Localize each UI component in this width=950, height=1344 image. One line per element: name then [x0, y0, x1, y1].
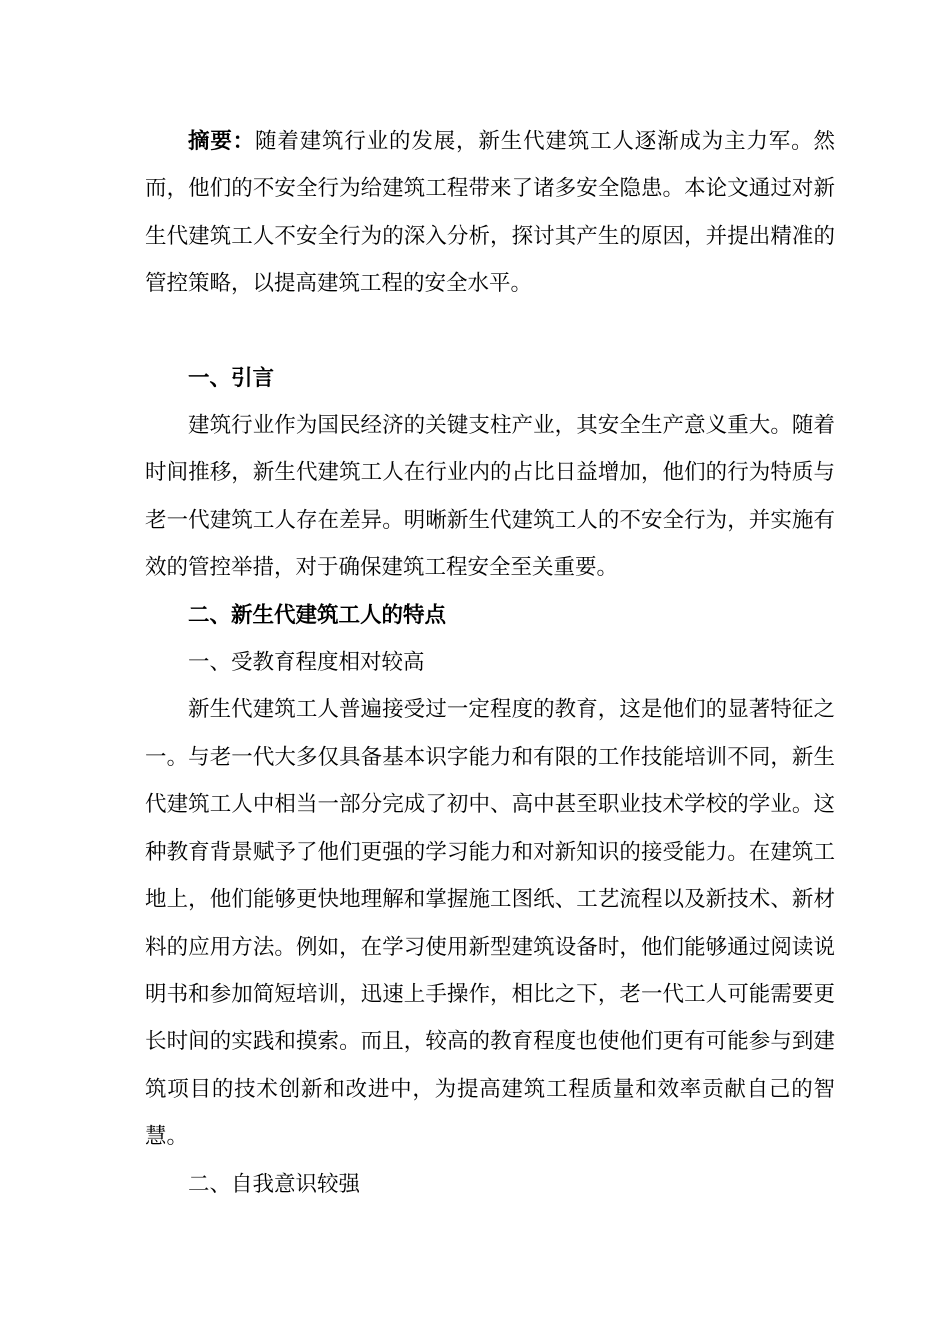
- section-spacer: [145, 308, 835, 355]
- subsection-heading-education: 一、受教育程度相对较高: [188, 650, 425, 676]
- subsection-heading-self-awareness: 二、自我意识较强: [188, 1171, 361, 1197]
- education-paragraph: 新生代建筑工人普遍接受过一定程度的教育，这是他们的显著特征之一。与老一代大多仅具备基本识字能力和有限的工作技能培训不同，新生代建筑工人中相当一部分完成了初中、高中甚至职业技术学校的学业。这种教育背景赋予了他们更强的学习能力和对新知识的接受能力。在建筑工地上，他们能够更快地理解和掌握施工图纸、工艺流程以及新技术、新材料的应用方法。例如，在学习使用新型建筑设备时，他们能够通过阅读说明书和参加简短培训，迅速上手操作，相比之下，老一代工人可能需要更长时间的实践和摸索。而且，较高的教育程度也使他们更有可能参与到建筑项目的技术创新和改进中，为提高建筑工程质量和效率贡献自己的智慧。: [145, 697, 835, 1150]
- document-body: [145, 118, 835, 1208]
- abstract-text: 随着建筑行业的发展，新生代建筑工人逐渐成为主力军。然而，他们的不安全行为给建筑工程带来了诸多安全隐患。本论文通过对新生代建筑工人不安全行为的深入分析，探讨其产生的原因，并提出精准的管控策略，以提高建筑工程的安全水平。: [145, 129, 835, 297]
- section-heading-characteristics: 二、新生代建筑工人的特点: [188, 602, 447, 628]
- abstract-label: 摘要：: [188, 129, 256, 154]
- introduction-paragraph: 建筑行业作为国民经济的关键支柱产业，其安全生产意义重大。随着时间推移，新生代建筑工人在行业内的占比日益增加，他们的行为特质与老一代建筑工人存在差异。明晰新生代建筑工人的不安全行为，并实施有效的管控举措，对于确保建筑工程安全至关重要。: [145, 413, 835, 581]
- abstract-paragraph: [145, 118, 835, 308]
- section-heading-introduction: 一、引言: [188, 365, 275, 391]
